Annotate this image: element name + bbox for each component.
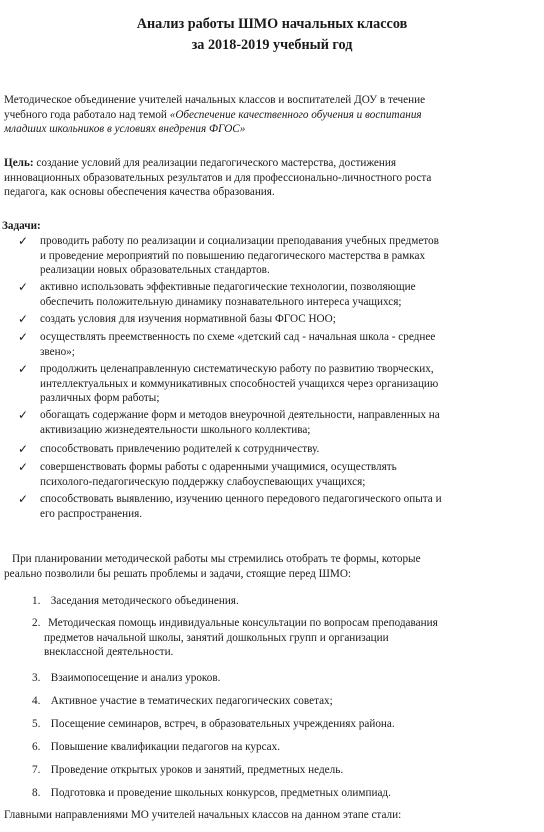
goal-text: создание условий для реализации педагогического мастерства, достижения [33,157,396,169]
list-number: 4. [32,695,41,707]
checkmark-icon: ✓ [18,460,29,474]
intro-line [4,108,540,123]
planning-paragraph [4,552,540,581]
list-item-text: Активное участие в тематических педагогических советах; [50,695,333,707]
final-line: Главными направлениями МО учителей начальных классов на данном этапе стали: [4,809,402,821]
checkmark-icon: ✓ [18,442,29,456]
goal-line [4,156,540,171]
checkmark-icon: ✓ [18,408,29,422]
numbered-list-item [32,740,540,755]
intro-theme: «Обеспечение качественного обучения и воспитания [169,108,422,121]
tasks-heading: Задачи: [2,220,41,232]
checkmark-icon: ✓ [18,362,29,376]
list-item-text: внеклассной деятельности. [44,646,174,659]
list-number: 1. [32,595,41,607]
list-item-text: Методическая помощь индивидуальные консультации по вопросам преподавания [48,617,438,629]
numbered-list-item [32,671,540,686]
list-item-text: предметов начальной школы, занятий дошкольных групп и организации [44,631,389,644]
list-number: 7. [32,764,41,776]
goal-paragraph [4,156,540,200]
numbered-list-item [32,594,540,609]
planning-line: При планировании методической работы мы стремились отобрать те формы, которые [12,553,421,565]
task-item [18,492,540,521]
task-text: осуществлять преемственность по схеме «детский сад - начальная школа - среднее [40,331,436,343]
numbered-list-item [32,786,540,801]
task-text: звено»; [40,345,75,358]
task-text: проводить работу по реализации и социализации преподавания учебных предметов [40,235,439,247]
numbered-list-item [32,763,540,778]
intro-paragraph [4,93,540,137]
task-text: различных форм работы; [40,392,160,405]
task-text: создать условия для изучения нормативной базы ФГОС НОО; [40,313,336,325]
checkmark-icon: ✓ [18,280,29,294]
task-text: и проведение мероприятий по повышению педагогического мастерства в рамках [40,249,426,262]
task-item [18,408,540,437]
planning-line: реально позволили бы решать проблемы и задачи, стоящие перед ШМО: [4,567,352,580]
task-text: психолого-педагогическую поддержку слабоуспевающих учащихся; [40,475,366,488]
task-text: реализации новых образовательных стандартов. [40,264,270,277]
numbered-list-item [32,717,540,732]
task-text: активно использовать эффективные педагогические технологии, позволяющие [40,281,416,293]
task-text: интеллектуальных и коммуникативных способностей учащихся через организацию [40,377,439,390]
task-text: продолжить целенаправленную систематическую работу по развитию творческих, [40,363,434,375]
list-number: 3. [32,672,41,684]
checkmark-icon: ✓ [18,330,29,344]
list-number: 5. [32,718,41,730]
task-text: способствовать привлечению родителей к сотрудничеству. [40,443,320,455]
goal-line: педагога, как основы обеспечения качества образования. [4,186,275,199]
task-item [18,280,540,309]
list-item-text: Заседания методического объединения. [50,595,239,607]
final-paragraph [4,808,540,823]
list-item-text: Взаимопосещение и анализ уроков. [50,672,221,684]
document-title-line-2: за 2018-2019 учебный год [191,37,353,53]
task-text: совершенствовать формы работы с одаренными учащимися, осуществлять [40,461,397,473]
task-text: обогащать содержание форм и методов внеурочной деятельности, направленных на [40,409,440,421]
task-item [18,460,540,489]
intro-text: учебного года работало над темой [4,108,170,121]
intro-line: Методическое объединение учителей начальных классов и воспитателей ДОУ в течение [4,94,426,106]
task-item [18,234,540,278]
task-text: его распространения. [40,507,143,520]
checkmark-icon: ✓ [18,234,29,248]
list-item-text: Проведение открытых уроков и занятий, предметных недель. [50,764,344,776]
list-item-text: Повышение квалификации педагогов на курсах. [50,741,281,753]
task-item [18,312,540,327]
task-text: активизацию жизнедеятельности школьного коллектива; [40,423,311,436]
numbered-list-item [32,616,540,660]
task-text: способствовать выявлению, изучению ценного передового педагогического опыта и [40,493,442,505]
list-item-text: Подготовка и проведение школьных конкурсов, предметных олимпиад. [50,787,391,799]
goal-label: Цель: [4,157,34,169]
task-text: обеспечить положительную динамику познавательного интереса учащихся; [40,295,402,308]
checkmark-icon: ✓ [18,312,29,326]
list-number: 8. [32,787,41,799]
document-title-line-1: Анализ работы ШМО начальных классов [136,16,408,32]
list-number: 2. [32,617,41,629]
list-item-text: Посещение семинаров, встреч, в образовательных учреждениях района. [50,718,395,730]
intro-theme-continued: младших школьников в условиях внедрения ФГОС» [4,123,246,136]
list-number: 6. [32,741,41,753]
numbered-list-item [32,694,540,709]
task-item [18,362,540,406]
checkmark-icon: ✓ [18,492,29,506]
goal-line: инновационных образовательных результатов и для профессионально-личностного роста [4,171,432,184]
task-item [18,442,540,457]
task-item [18,330,540,359]
